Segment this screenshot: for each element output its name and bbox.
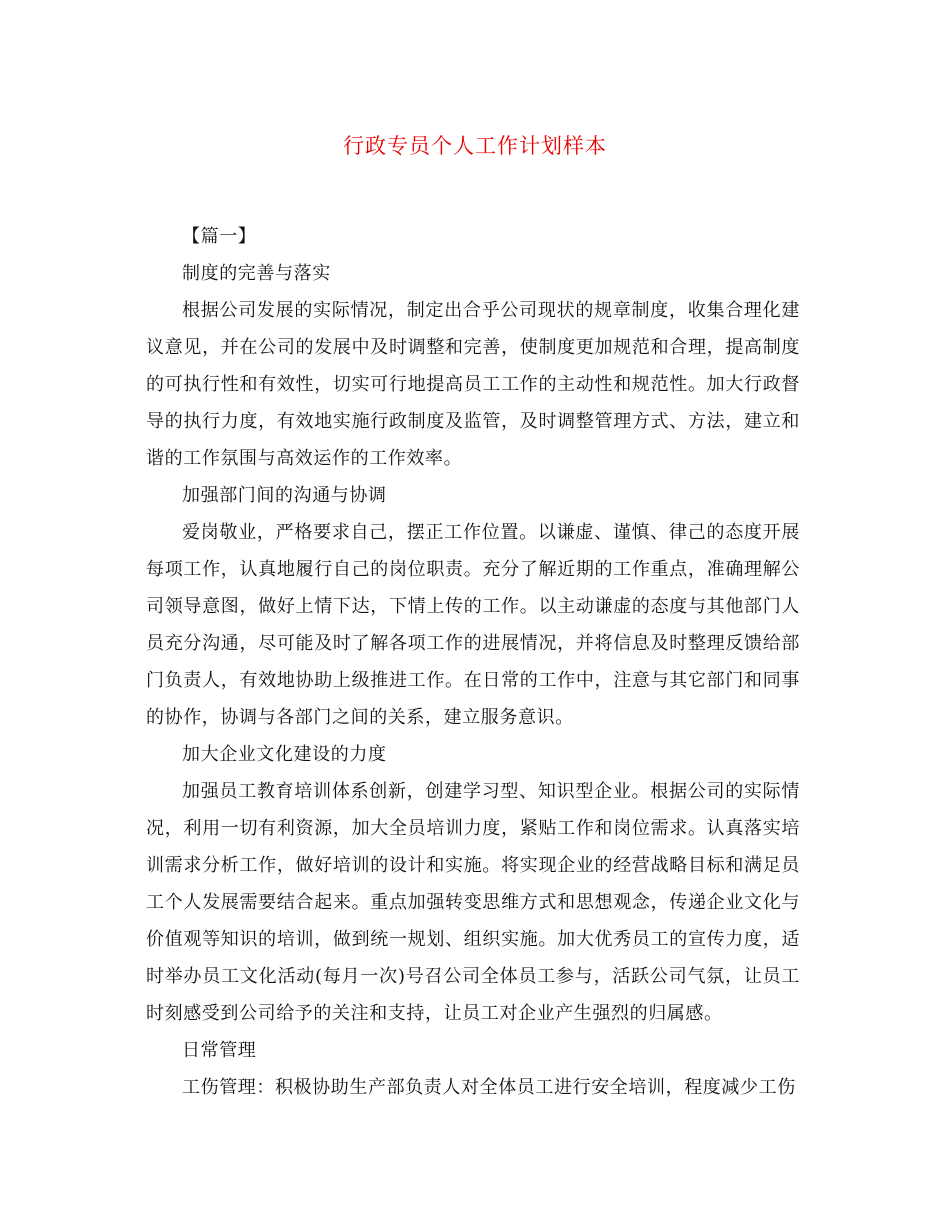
body-paragraph: 爱岗敬业，严格要求自己，摆正工作位置。以谦虚、谨慎、律己的态度开展每项工作，认真地履行自己的岗位职责。充分了解近期的工作重点，准确理解公司领导意图，做好上情下达，下情上传的工作。以主动谦虚的态度与其他部门人员充分沟通，尽可能及时了解各项工作的进展情况，并将信息及时整理反馈给部门负责人，有效地协助上级推进工作。在日常的工作中，注意与其它部门和同事的协作，协调与各部门之间的关系，建立服务意识。 <box>146 522 800 728</box>
document-body <box>146 218 800 1106</box>
document-title: 行政专员个人工作计划样本 <box>343 134 607 158</box>
body-paragraph: 根据公司发展的实际情况，制定出合乎公司现状的规章制度，收集合理化建议意见，并在公司的发展中及时调整和完善，使制度更加规范和合理，提高制度的可执行性和有效性，切实可行地提高员工工作的主动性和规范性。加大行政督导的执行力度，有效地实施行政制度及监管，及时调整管理方式、方法，建立和谐的工作氛围与高效运作的工作效率。 <box>146 300 800 469</box>
section-heading: 加强部门间的沟通与协调 <box>182 485 387 506</box>
body-paragraph: 加强员工教育培训体系创新，创建学习型、知识型企业。根据公司的实际情况，利用一切有利资源，加大全员培训力度，紧贴工作和岗位需求。认真落实培训需求分析工作，做好培训的设计和实施。将实现企业的经营战略目标和满足员工个人发展需要结合起来。重点加强转变思维方式和思想观念，传递企业文化与价值观等知识的培训，做到统一规划、组织实施。加大优秀员工的宣传力度，适时举办员工文化活动(每月一次)号召公司全体员工参与，活跃公司气氛，让员工时刻感受到公司给予的关注和支持，让员工对企业产生强烈的归属感。 <box>146 781 800 1024</box>
section-heading: 制度的完善与落实 <box>182 263 331 284</box>
section-heading: 加大企业文化建设的力度 <box>182 744 387 765</box>
body-paragraph: 工伤管理：积极协助生产部负责人对全体员工进行安全培训，程度减少工伤 <box>182 1077 796 1098</box>
section-heading: 日常管理 <box>182 1040 257 1061</box>
section-marker: 【篇一】 <box>182 226 257 247</box>
